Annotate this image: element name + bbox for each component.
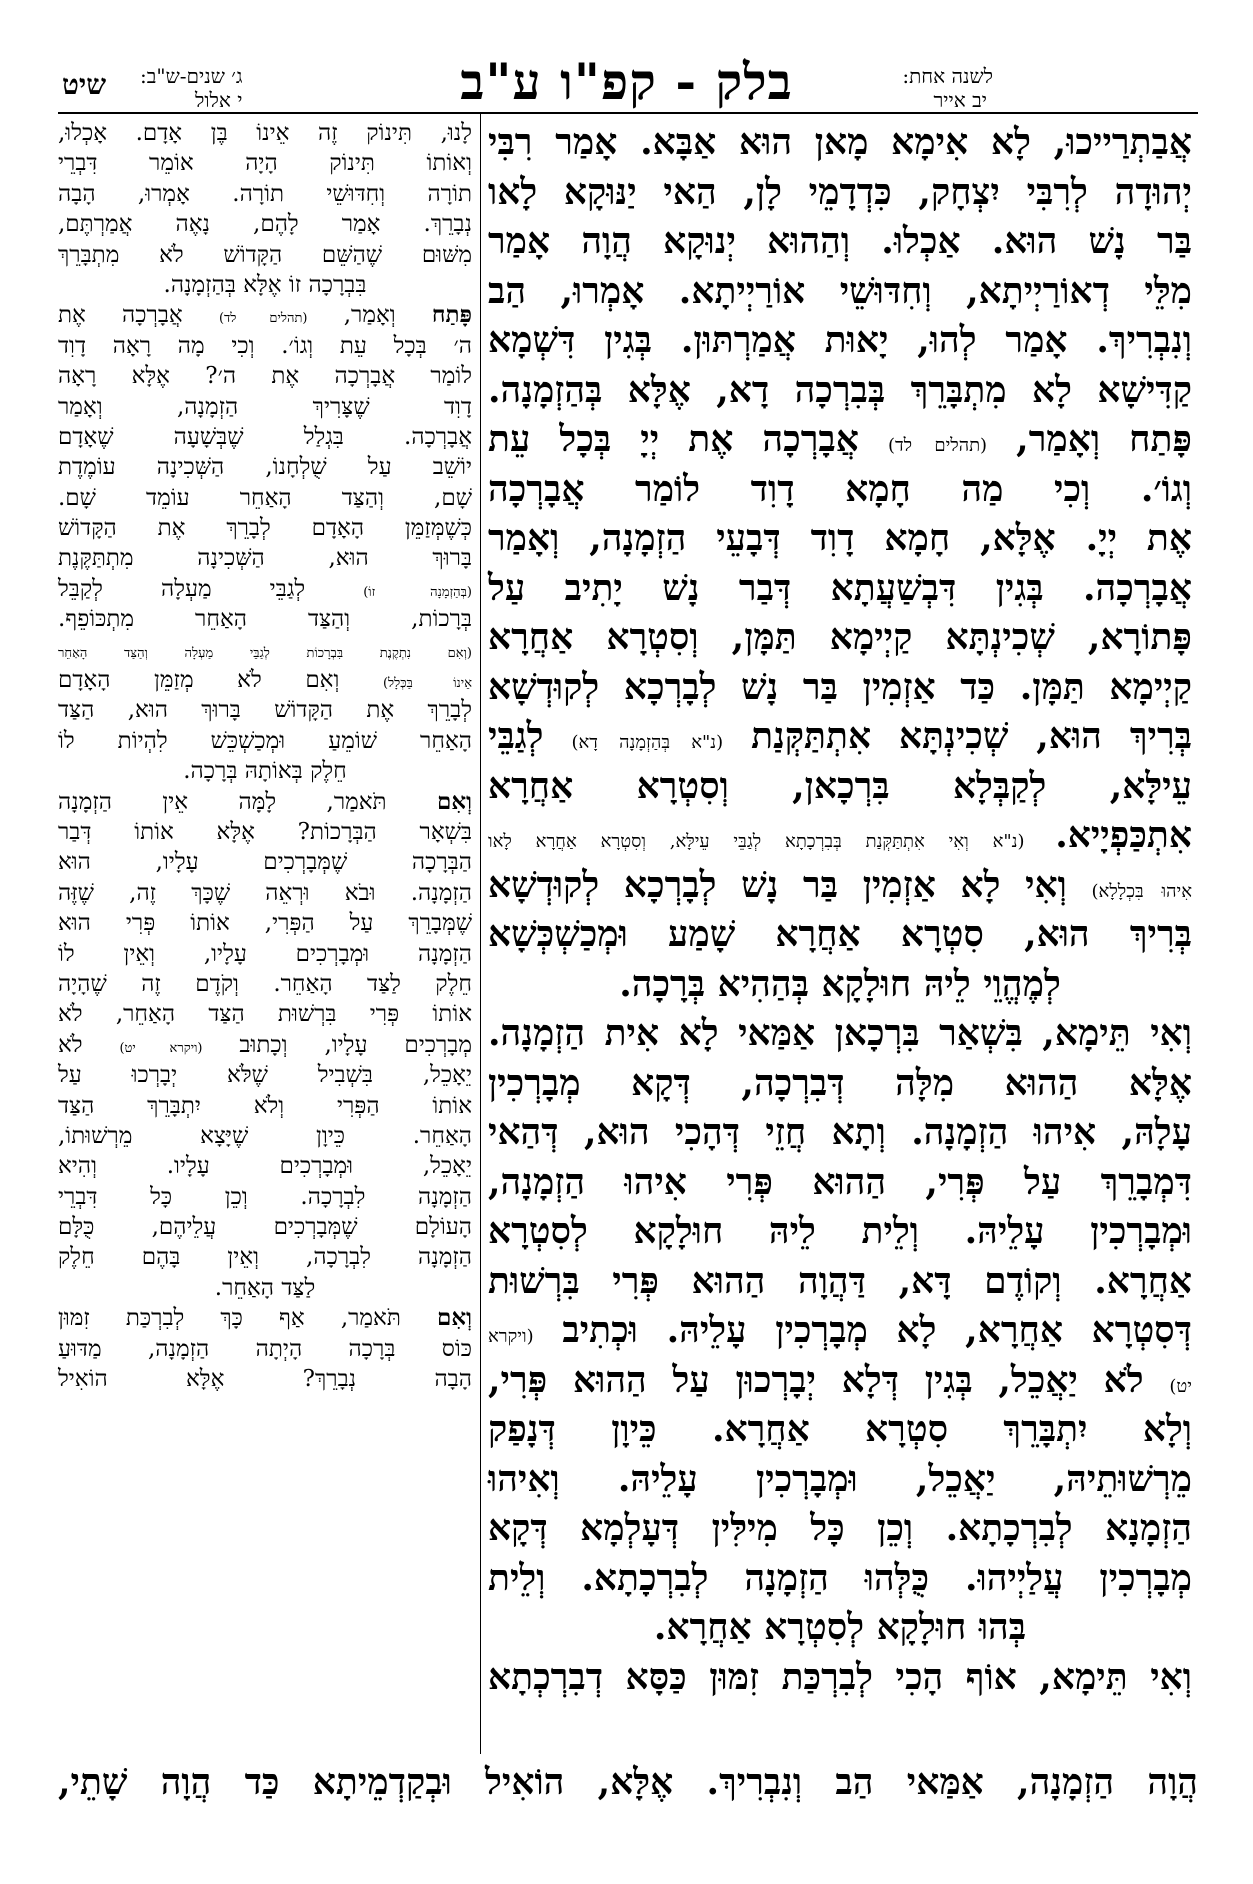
translation-line: נְבָרֵךְ. אָמַר לָהֶם, נָאֶה אֲמַרְתֶּם, <box>58 211 472 238</box>
translation-text: אֲבָרְכָה אֶת <box>58 302 183 329</box>
paragraph-lead-word: וְאִם <box>436 1304 472 1332</box>
translation-line: יוֹשֵׁב עַל שֻׁלְחָנוֹ, הַשְּׁכִינָה עוֹמֶדֶת <box>58 454 472 481</box>
translation-line: הָבָה נְבָרֵךְ? אֶלָּא הוֹאִיל <box>58 1366 472 1393</box>
translation-text: וְאָמַר, <box>343 302 396 329</box>
translation-line: לְבָרֵךְ אֶת הַקָּדוֹשׁ בָּרוּךְ הוּא, הַצַּד <box>58 697 472 724</box>
translation-line: הַזְמָנָה. וּבֹא וּרְאֵה שֶׁכָּךְ זֶה, שֶׁזֶּה <box>58 879 472 906</box>
translation-line: וְאוֹתוֹ תִּינוֹק הָיָה אוֹמֵר דִּבְרֵי <box>58 150 472 177</box>
zohar-line: אֶלָּא הַהוּא מִלָּה דְּבִרְכָה, דְּקָא מְבָרְכִין <box>488 1061 1192 1104</box>
zohar-text: אִתְכַּפְיָיא. <box>1055 814 1192 856</box>
zohar-line: אַחֲרָא. וְקוֹדֶם דָּא, דַּהֲוָה הַהוּא פְּרִי בִּרְשׁוּת <box>488 1259 1192 1302</box>
translation-line: כְּשֶׁמְּזַמֵּן הָאָדָם לְבָרֵךְ אֶת הַקָּדוֹשׁ <box>58 515 472 542</box>
zohar-line: פָּתוֹרָא, שְׁכִינְתָּא קַיְימָא תַּמָּן, וְסִטְרָא אַחֲרָא <box>488 616 1192 658</box>
zohar-line: וְלָא יִתְבָּרֵךְ סִטְרָא אַחֲרָא. כֵּיוָן דְּנָפַק <box>488 1408 1192 1450</box>
zohar-text: לֹא יַאֲכֵל, בְּגִין דְּלָא יְבָרְכוּן עַל הַהוּא פְּרִי, <box>488 1358 1144 1401</box>
source-reference: (ויקרא יט) <box>119 1040 203 1056</box>
translation-line: יֵאָכֵל, בִּשְׁבִיל שֶׁלֹּא יְבָרְכוּ עַל <box>58 1062 472 1089</box>
zohar-line: קַיְימָא תַּמָּן. כַּד אַזְמִין בַּר נָשׁ לְבָרְכָא לְקוּדְשָׁא <box>488 665 1192 708</box>
translation-line <box>58 635 472 665</box>
zohar-line <box>488 811 1192 861</box>
zohar-line: וְאִי תֵּימָא, אוֹף הָכִי לְבִרְכַּת זִמּוּן כַּסָּא דְבִרְכְתָא <box>488 1655 1192 1698</box>
variant-reading: (וְאִם נִתְקֶנֶת בִּבְרָכוֹת לְגַבֵּי מַעְלָה וְהַצַּד הָאַחֵר <box>58 645 472 661</box>
translation-line: אוֹתוֹ הַפְּרִי וְלֹא יִתְבָּרֵךְ הַצַּד <box>58 1092 472 1119</box>
translation-text: וְאִם לֹא מְזַמֵּן הָאָדָם <box>58 667 340 694</box>
translation-line: לוֹמַר אֲבָרְכָה אֶת ה׳? אֶלָּא רָאָה <box>58 363 472 390</box>
translation-line: לָנוּ, תִּינוֹק זֶה אֵינוֹ בֶּן אָדָם. אָכְלוּ, <box>58 120 472 146</box>
header-rule <box>58 112 1198 114</box>
translation-line: בָּרוּךְ הוּא, הַשְּׁכִינָה מִתְתַּקֶּנֶת <box>58 545 472 572</box>
translation-line: תוֹרָה וְחִדּוּשֵׁי תוֹרָה. אָמְרוּ, הָבָה <box>58 180 472 207</box>
translation-line: הַבְּרָכָה שֶׁמְּבָרְכִים עָלָיו, הוּא <box>58 849 472 876</box>
translation-line: לַצַּד הָאַחֵר. <box>214 1274 316 1301</box>
zohar-line <box>488 861 1192 911</box>
zohar-line: הֲוָה הַזְמָנָה, אַמַּאי הַב וְנִבְרִיךְ. אֶלָּא, הוֹאִיל וּבְקַדְמֵיתָא כַּד הֲוָה שָׁתֵי, <box>58 1761 1198 1803</box>
zohar-line: דִּמְבָרֵךְ עַל פְּרִי, הַהוּא פְּרִי אִיהוּ הַזְמָנָה, <box>488 1160 1192 1203</box>
schedule-one-year-label: לשנה אחת: <box>902 64 993 88</box>
translation-line: הַזְמָנָה לִבְרָכָה. וְכֵן כָּל דִּבְרֵי <box>58 1183 472 1210</box>
zohar-line: יְהוּדָה לְרִבִּי יִצְחָק, כִּדְדָמֵי לָן, הַאי יַנּוּקָא לָאו <box>488 170 1192 213</box>
variant-reading: אֵינוֹ בַּכְּלָל) <box>382 676 472 692</box>
translation-text: תֹּאמַר, אַף כָּךְ לְבִרְכַּת זִמּוּן <box>58 1305 401 1332</box>
zohar-line: וְאִי תֵּימָא, בִּשְׁאַר בִּרְכָאן אַמַּאי לָא אִית הַזְמָנָה. <box>488 1012 1192 1054</box>
translation-line: מִשּׁוּם שֶׁהַשֵּׁם הַקָּדוֹשׁ לֹא מִתְבָּרֵךְ <box>58 241 472 268</box>
schedule-one-year-date: יב אייר <box>933 88 987 112</box>
variant-reading: (נ"א בְּהַזְמָנָה דָא) <box>571 732 724 753</box>
zohar-line: וְנִבְרִיךְ. אָמַר לְהוּ, יָאוּת אֲמַרְתּוּן. בְּגִין דִּשְׁמָא <box>488 319 1192 361</box>
translation-text: לֹא <box>58 1031 83 1058</box>
translation-line <box>58 1030 472 1060</box>
zohar-line: עָלָהּ, אִיהוּ הַזְמָנָה. וְתָא חֲזֵי דְּהָכִי הוּא, דְּהַאי <box>488 1111 1192 1153</box>
zohar-line <box>488 1306 1192 1356</box>
translation-line: אוֹתוֹ פְּרִי בִּרְשׁוּת הַצַּד הָאַחֵר, לֹא <box>58 1001 472 1028</box>
source-reference: יט) <box>1169 1375 1192 1397</box>
column-divider <box>480 114 481 1754</box>
translation-column <box>58 118 472 1394</box>
schedule-three-years <box>140 64 242 112</box>
translation-line: דָוִד שֶׁצָּרִיךְ הַזְמָנָה, וְאָמַר <box>58 393 472 420</box>
paragraph-lead-word: פָּתַח <box>431 301 473 329</box>
zohar-line: בַּר נָשׁ הוּא. אַכְלוּ. וְהַהוּא יְנוּקָא הֲוָה אָמַר <box>488 220 1192 262</box>
zohar-line: אֲבָרְכָה. בְּגִין דִּבְשַׁעֲתָא דְּבַר נָשׁ יָתִיב עַל <box>488 566 1192 609</box>
translation-line: בְּרָכוֹת, וְהַצַּד הָאַחֵר מִתְכּוֹפֵף. <box>58 606 472 633</box>
zohar-line: וּמְבָרְכִין עָלֵיהּ. וְלֵית לֵיהּ חוּלָקָא לְסִטְרָא <box>488 1210 1192 1252</box>
zohar-line: בְּרִיךְ הוּא, סִטְרָא אַחֲרָא שָׁמַע וּמְכַשְׁכְּשָׁא <box>488 913 1192 955</box>
translation-line <box>58 574 472 604</box>
translation-line: חֵלֶק בְּאוֹתָהּ בְּרָכָה. <box>183 758 347 785</box>
schedule-three-years-date: י אלול <box>195 88 243 112</box>
zohar-line: קַדִּישָׁא לָא מִתְבָּרֵךְ בְּבִרְכָה דָא, אֶלָּא בְּהַזְמָנָה. <box>488 368 1192 411</box>
source-reference: (תהלים לד) <box>218 311 308 327</box>
variant-reading: אִיהוּ בִּכְלָלָא) <box>1091 880 1192 902</box>
translation-line: הַזְמָנָה וּמְבָרְכִים עָלָיו, וְאֵין לוֹ <box>58 940 472 967</box>
zohar-line: מְבָרְכִין עֲלַיְיהוּ. כֻּלְּהוּ הַזְמָנָה לְבִרְכָתָא. וְלֵית <box>488 1556 1192 1599</box>
translation-line: יֵאָכֵל, וּמְבָרְכִים עָלָיו. וְהִיא <box>58 1153 472 1180</box>
zohar-line: בְּהוּ חוּלָקָא לְסִטְרָא אַחֲרָא. <box>653 1606 1027 1648</box>
source-reference: (ויקרא <box>488 1326 534 1347</box>
variant-reading: (נ"א וְאִי אִתְתַּקְּנַת בְּבִרְכָתָא לְגַבֵּי עֵילָּא, וְסִטְרָא אַחֲרָא לָאו <box>488 831 1025 852</box>
variant-reading: (בְּהַזְמָנָה זוֹ) <box>363 584 472 600</box>
zohar-line: אֶת יְיָ. אֶלָּא, חָמָא דָוִד דְּבָעֵי הַזְמָנָה, וְאָמַר <box>488 517 1192 559</box>
translation-line: ה׳ בְּכָל עֵת וְגוֹ׳. וְכִי מָה רָאָה דָוִד <box>58 332 472 359</box>
translation-line: בִּשְׁאָר הַבְּרָכוֹת? אֶלָּא אוֹתוֹ דְּבַר <box>58 818 472 845</box>
translation-line: בִּבְרָכָה זוֹ אֶלָּא בְּהַזְמָנָה. <box>163 271 367 298</box>
translation-line: אֲבָרְכָה. בִּגְלַל שֶׁבְּשָׁעָה שֶׁאָדָם <box>58 423 472 450</box>
bottom-continuation <box>58 1758 1198 1808</box>
translation-line: הַזְמָנָה לִבְרָכָה, וְאֵין בָּהֶם חֵלֶק <box>58 1244 472 1271</box>
translation-text: מְבָרְכִים עָלָיו, וְכָתוּב <box>239 1031 473 1058</box>
zohar-line: הַזְמָנָא לְבִרְכָתָא. וְכֵן כָּל מִילִּין דְּעָלְמָא דְּקָא <box>488 1507 1192 1549</box>
translation-line <box>58 665 472 695</box>
translation-text: לְגַבֵּי מַעְלָה לְקַבֵּל <box>58 575 306 602</box>
translation-line: כּוֹס בְּרָכָה הָיְתָה הַזְמָנָה, מַדּוּעַ <box>58 1335 472 1362</box>
translation-line: חֵלֶק לַצַּד הָאַחֵר. וְקֹדֶם זֶה שֶׁהָיָה <box>58 970 472 997</box>
zohar-text: בְּרִיךְ הוּא, שְׁכִינְתָּא אִתְתַּקְּנַת <box>751 715 1192 757</box>
zohar-line: מִלֵּי דְאוֹרַיְיתָא, וְחִדּוּשֵׁי אוֹרַיְיתָא. אָמְרוּ, הַב <box>488 269 1192 312</box>
translation-text: תֹּאמַר, לָמָּה אֵין הַזְמָנָה <box>58 788 387 815</box>
zohar-text: דְּסִטְרָא אַחֲרָא, לָא מְבָרְכִין עָלֵיהּ. וּכְתִיב <box>562 1309 1192 1351</box>
translation-line: שָׁם, וְהַצַּד הָאַחֵר עוֹמֵד שָׁם. <box>58 484 472 511</box>
zohar-text: פָּתַח וְאָמַר, <box>1016 418 1192 460</box>
zohar-line <box>488 712 1192 762</box>
zohar-line: לְמֶהֱוֵי לֵיהּ חוּלָקָא בְּהַהִיא בְּרָכָה. <box>619 962 1061 1005</box>
zohar-line <box>488 1356 1192 1406</box>
zohar-line: וְגוֹ׳. וְכִי מַה חָמָא דָוִד לוֹמַר אֲבָרְכָה <box>488 467 1192 510</box>
zohar-line: אֲבַתְרַייכוּ, לָא אִימָא מָאן הוּא אַבָּא. אָמַר רִבִּי <box>488 121 1192 163</box>
translation-line <box>58 300 472 330</box>
translation-line: הָאַחֵר שׁוֹמֵעַ וּמְכַשְׁכֵּשׁ לִהְיוֹת לוֹ <box>58 727 472 754</box>
translation-line: הָאַחֵר. כֵּיוָן שֶׁיָּצָא מֵרְשׁוּתוֹ, <box>58 1122 472 1149</box>
source-reference: (תהלים לד) <box>887 435 988 456</box>
paragraph-lead-word: וְאִם <box>436 787 472 815</box>
zohar-line <box>488 415 1192 465</box>
translation-line <box>58 787 472 817</box>
zohar-line: מֵרְשׁוּתֵיהּ, יַאֲכֵל, וּמְבָרְכִין עָלֵיהּ. וְאִיהוּ <box>488 1457 1192 1500</box>
page-number: שיט <box>62 68 107 101</box>
zohar-text: לְגַבֵּי <box>488 715 544 757</box>
zohar-line: עֵילָּא, לְקַבְּלָא בִּרְכָאן, וְסִטְרָא אַחֲרָא <box>488 764 1192 807</box>
zohar-text-column <box>488 118 1192 1702</box>
zohar-text: אֲבָרְכָה אֶת יְיָ בְּכָל עֵת <box>488 418 859 460</box>
translation-line: הָעוֹלָם שֶׁמְּבָרְכִים עֲלֵיהֶם, כֻּלָּם <box>58 1214 472 1241</box>
schedule-three-years-label: ג׳ שנים-ש"ב: <box>140 64 243 88</box>
translation-line: שֶׁמְּבָרֵךְ עַל הַפְּרִי, אוֹתוֹ פְּרִי הוּא <box>58 910 472 937</box>
page-title: בלק - קפ"ו ע"ב <box>460 52 793 111</box>
zohar-text: וְאִי לָא אַזְמִין בַּר נָשׁ לְבָרְכָא לְקוּדְשָׁא <box>488 863 1067 906</box>
schedule-one-year <box>902 64 993 112</box>
translation-line <box>58 1303 472 1333</box>
